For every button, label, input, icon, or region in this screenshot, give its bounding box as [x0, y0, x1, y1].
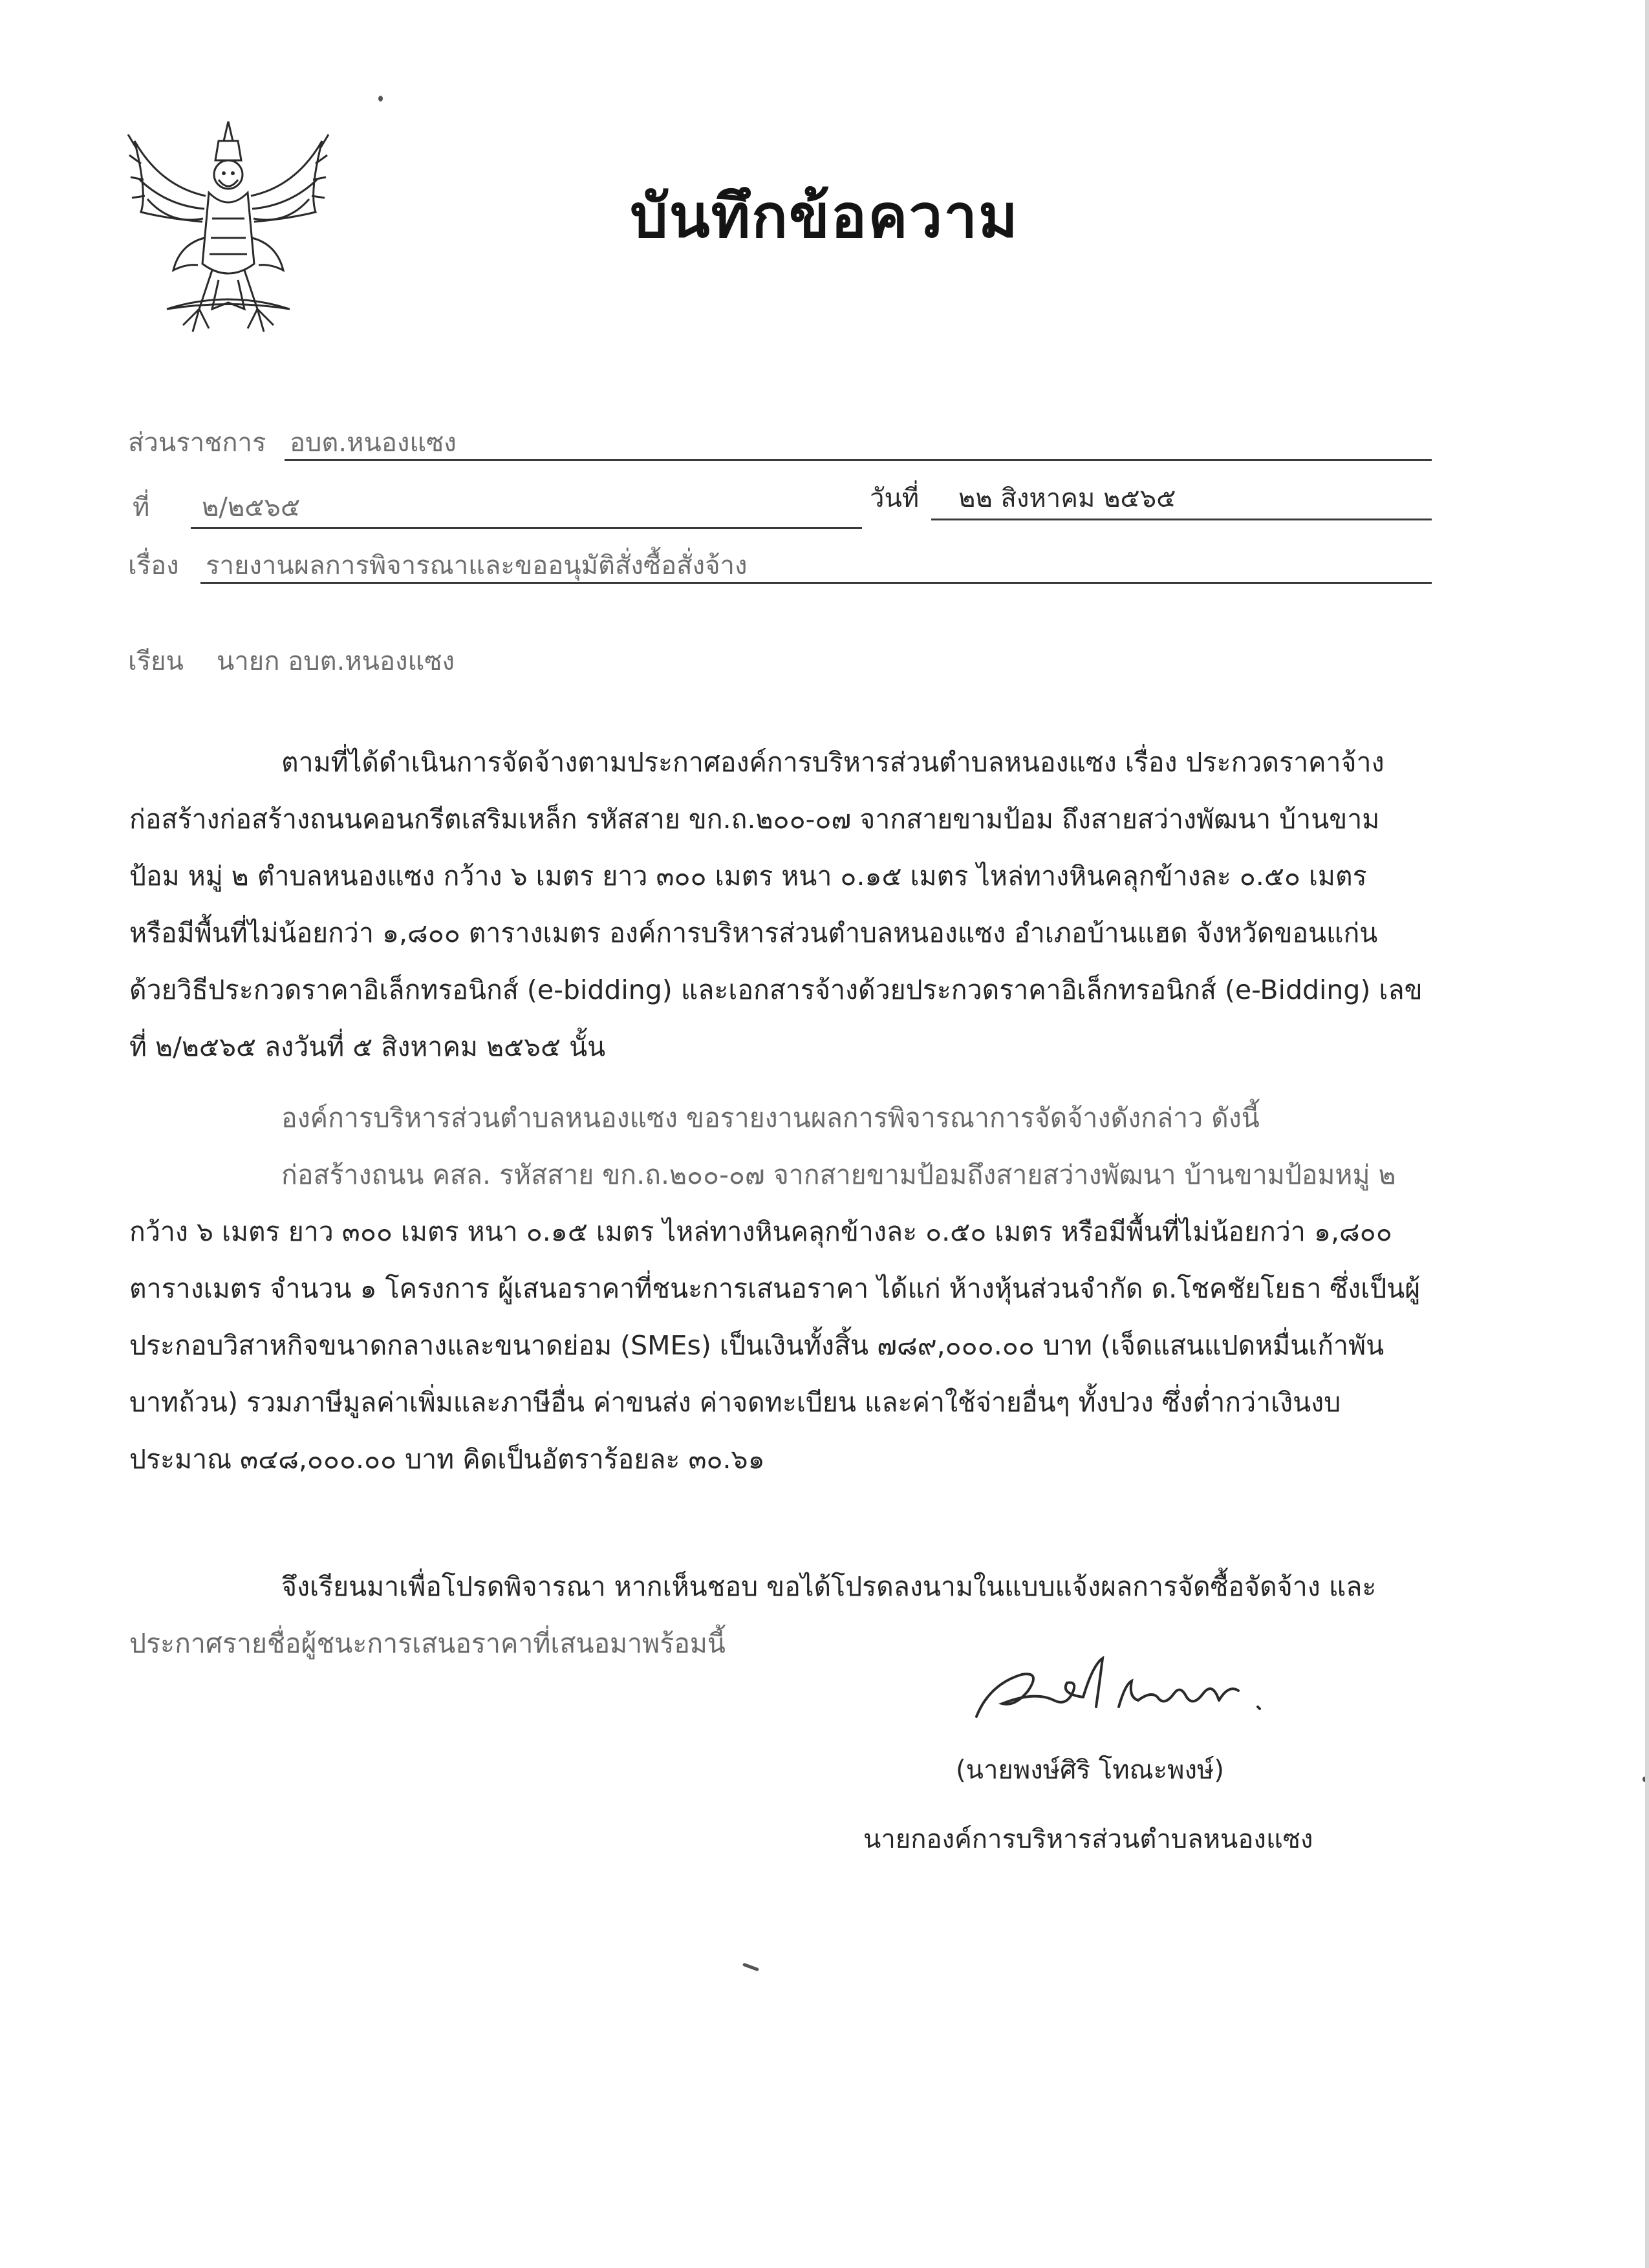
paragraph-line: ประกอบวิสาหกิจขนาดกลางและขนาดย่อม (SMEs) เป็นเงินทั้งสิ้น ๗๘๙,๐๐๐.๐๐ บาท (เจ็ดแสนแปดหมื่นเก้าพัน	[129, 1330, 1385, 1361]
signer-title: นายกองค์การบริหารส่วนตำบลหนองแซง	[863, 1824, 1313, 1854]
to-value: นายก อบต.หนองแซง	[217, 647, 455, 676]
paragraph-line: ด้วยวิธีประกวดราคาอิเล็กทรอนิกส์ (e-bidding) และเอกสารจ้างด้วยประกวดราคาอิเล็กทรอนิกส์ (e-Bidding) เลข	[129, 974, 1423, 1005]
date-value: ๒๒ สิงหาคม ๒๕๖๕	[958, 484, 1176, 513]
paragraph-line: ตารางเมตร จำนวน ๑ โครงการ ผู้เสนอราคาที่ชนะการเสนอราคา ได้แก่ ห้างหุ้นส่วนจำกัด ด.โชคชัยโยธา ซึ่งเป็นผู้	[129, 1273, 1421, 1304]
paragraph-line: บาทถ้วน) รวมภาษีมูลค่าเพิ่มและภาษีอื่น ค่าขนส่ง ค่าจดทะเบียน และค่าใช้จ่ายอื่นๆ ทั้งปวง ซึ่งต่ำกว่าเงินงบ	[129, 1387, 1341, 1418]
paragraph-line: จึงเรียนมาเพื่อโปรดพิจารณา หากเห็นชอบ ขอได้โปรดลงนามในแบบแจ้งผลการจัดซื้อจัดจ้าง และ	[281, 1571, 1377, 1602]
handwritten-signature-icon	[964, 1645, 1287, 1736]
paragraph-line: ประมาณ ๓๔๘,๐๐๐.๐๐ บาท คิดเป็นอัตราร้อยละ ๓๐.๖๑	[129, 1444, 765, 1475]
ref-value: ๒/๒๕๖๕	[202, 493, 301, 522]
paragraph-line: ป้อม หมู่ ๒ ตำบลหนองแซง กว้าง ๖ เมตร ยาว ๓๐๐ เมตร หนา ๐.๑๕ เมตร ไหล่ทางหินคลุกข้างละ ๐.๕๐ เมตร	[129, 861, 1367, 892]
department-value: อบต.หนองแซง	[290, 428, 457, 458]
scan-speck	[378, 96, 383, 102]
paragraph-report	[129, 1089, 1420, 1488]
scan-edge	[1645, 0, 1649, 2268]
document-title: บันทึกข้อความ	[630, 182, 1019, 251]
paragraph-intro	[129, 734, 1423, 1075]
signer-name: (นายพงษ์ศิริ โทณะพงษ์)	[956, 1755, 1225, 1785]
paragraph-line: ประกาศรายชื่อผู้ชนะการเสนอราคาที่เสนอมาพร้อมนี้	[129, 1628, 726, 1659]
paragraph-line: กว้าง ๖ เมตร ยาว ๓๐๐ เมตร หนา ๐.๑๕ เมตร ไหล่ทางหินคลุกข้างละ ๐.๕๐ เมตร หรือมีพื้นที่ไม่น้อยกว่า ๑,๘๐๐	[129, 1216, 1392, 1247]
subject-underline	[200, 582, 1432, 584]
paragraph-line: ก่อสร้างถนน คสล. รหัสสาย ขก.ถ.๒๐๐-๐๗ จากสายขามป้อมถึงสายสว่างพัฒนา บ้านขามป้อมหมู่ ๒	[281, 1159, 1396, 1190]
subject-value: รายงานผลการพิจารณาและขออนุมัติสั่งซื้อสั่งจ้าง	[206, 551, 748, 581]
date-underline	[931, 519, 1432, 520]
paragraph-line: องค์การบริหารส่วนตำบลหนองแซง ขอรายงานผลการพิจารณาการจัดจ้างดังกล่าว ดังนี้	[281, 1102, 1260, 1133]
department-label: ส่วนราชการ	[128, 428, 266, 458]
date-label: วันที่	[870, 484, 920, 513]
paragraph-line: ที่ ๒/๒๕๖๕ ลงวันที่ ๕ สิงหาคม ๒๕๖๕ นั้น	[129, 1031, 606, 1062]
paragraph-line: ตามที่ได้ดำเนินการจัดจ้างตามประกาศองค์การบริหารส่วนตำบลหนองแซง เรื่อง ประกวดราคาจ้าง	[281, 747, 1385, 778]
paragraph-line: หรือมีพื้นที่ไม่น้อยกว่า ๑,๘๐๐ ตารางเมตร องค์การบริหารส่วนตำบลหนองแซง อำเภอบ้านแฮด จังหวัดขอนแก่น	[129, 917, 1378, 948]
ref-underline	[191, 527, 862, 529]
paragraph-line: ก่อสร้างก่อสร้างถนนคอนกรีตเสริมเหล็ก รหัสสาย ขก.ถ.๒๐๐-๐๗ จากสายขามป้อม ถึงสายสว่างพัฒนา บ้านขาม	[129, 804, 1380, 835]
scan-speck	[742, 1963, 759, 1972]
department-underline	[285, 459, 1432, 461]
ref-label: ที่	[133, 493, 150, 522]
to-label: เรียน	[128, 647, 184, 676]
subject-label: เรื่อง	[128, 551, 179, 581]
